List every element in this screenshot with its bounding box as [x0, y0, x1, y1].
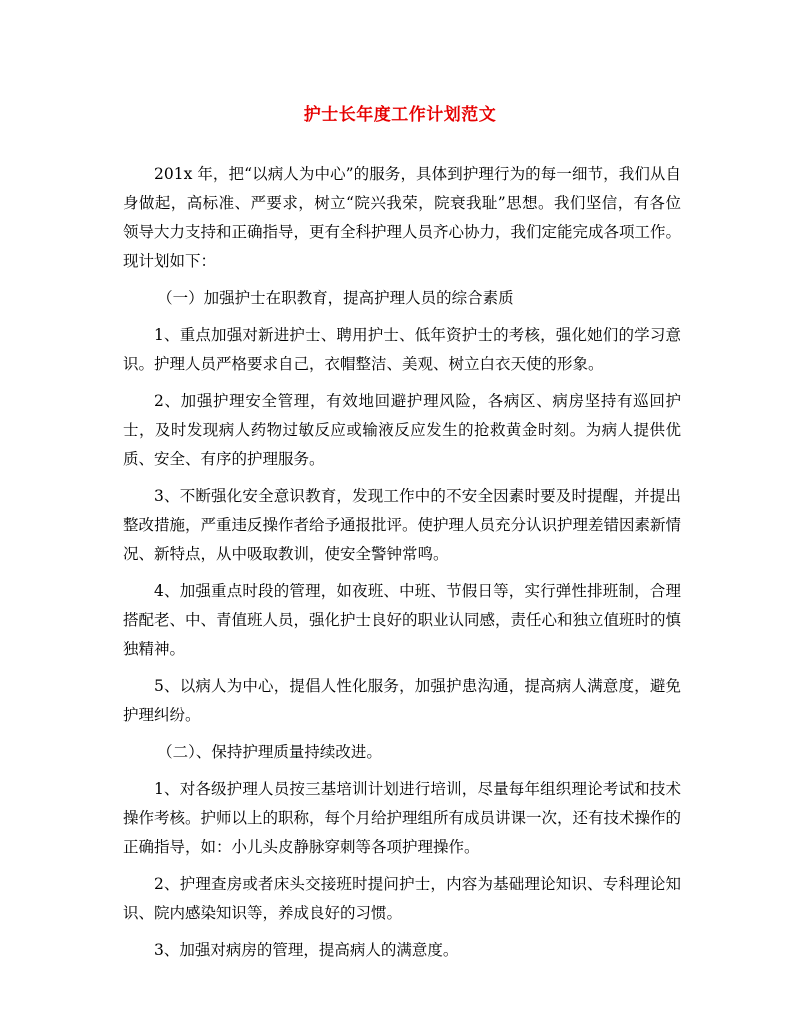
paragraph-item: 1、重点加强对新进护士、聘用护士、低年资护士的考核，强化她们的学习意识。护理人员严格要求自己，衣帽整洁、美观、树立白衣天使的形象。 [123, 326, 681, 373]
paragraph-item: 3、不断强化安全意识教育，发现工作中的不安全因素时要及时提醒，并提出整改措施，严重违反操作者给予通报批评。使护理人员充分认识护理差错因素新情况、新特点，从中吸取教训，使安全警钟常鸣。 [123, 487, 682, 563]
paragraph-item: 4、加强重点时段的管理，如夜班、中班、节假日等，实行弹性排班制，合理搭配老、中、青值班人员，强化护士良好的职业认同感，责任心和独立值班时的慎独精神。 [123, 582, 682, 658]
paragraph-item: 2、加强护理安全管理，有效地回避护理风险，各病区、病房坚持有巡回护士，及时发现病人药物过敏反应或输液反应发生的抢救黄金时刻。为病人提供优质、安全、有序的护理服务。 [123, 392, 681, 468]
section-heading-2: （二）、保持护理质量持续改进。 [157, 743, 382, 761]
paragraph-item: 1、对各级护理人员按三基培训计划进行培训，尽量每年组织理论考试和技术操作考核。护师以上的职称，每个月给护理组所有成员讲课一次，还有技术操作的正确指导，如：小儿头皮静脉穿刺等各项护理操作。 [123, 780, 682, 856]
paragraph-item: 2、护理查房或者床头交接班时提问护士，内容为基础理论知识、专科理论知识、院内感染知识等，养成良好的习惯。 [123, 875, 681, 922]
paragraph-intro: 201x 年，把“以病人为中心”的服务，具体到护理行为的每一细节，我们从自身做起，高标准、严要求，树立“院兴我荣，院衰我耻”思想。我们坚信，有各位领导大力支持和正确指导，更有全科护理人员齐心协力，我们定能完成各项工作。现计划如下： [123, 165, 682, 270]
paragraph-item: 5、以病人为中心，提倡人性化服务，加强护患沟通，提高病人满意度，避免护理纠纷。 [123, 677, 681, 724]
section-heading-1: （一）加强护士在职教育，提高护理人员的综合素质 [157, 289, 514, 307]
paragraph-item: 3、加强对病房的管理，提高病人的满意度。 [154, 941, 459, 959]
document-body [123, 160, 681, 973]
document-title: 护士长年度工作计划范文 [303, 105, 497, 125]
